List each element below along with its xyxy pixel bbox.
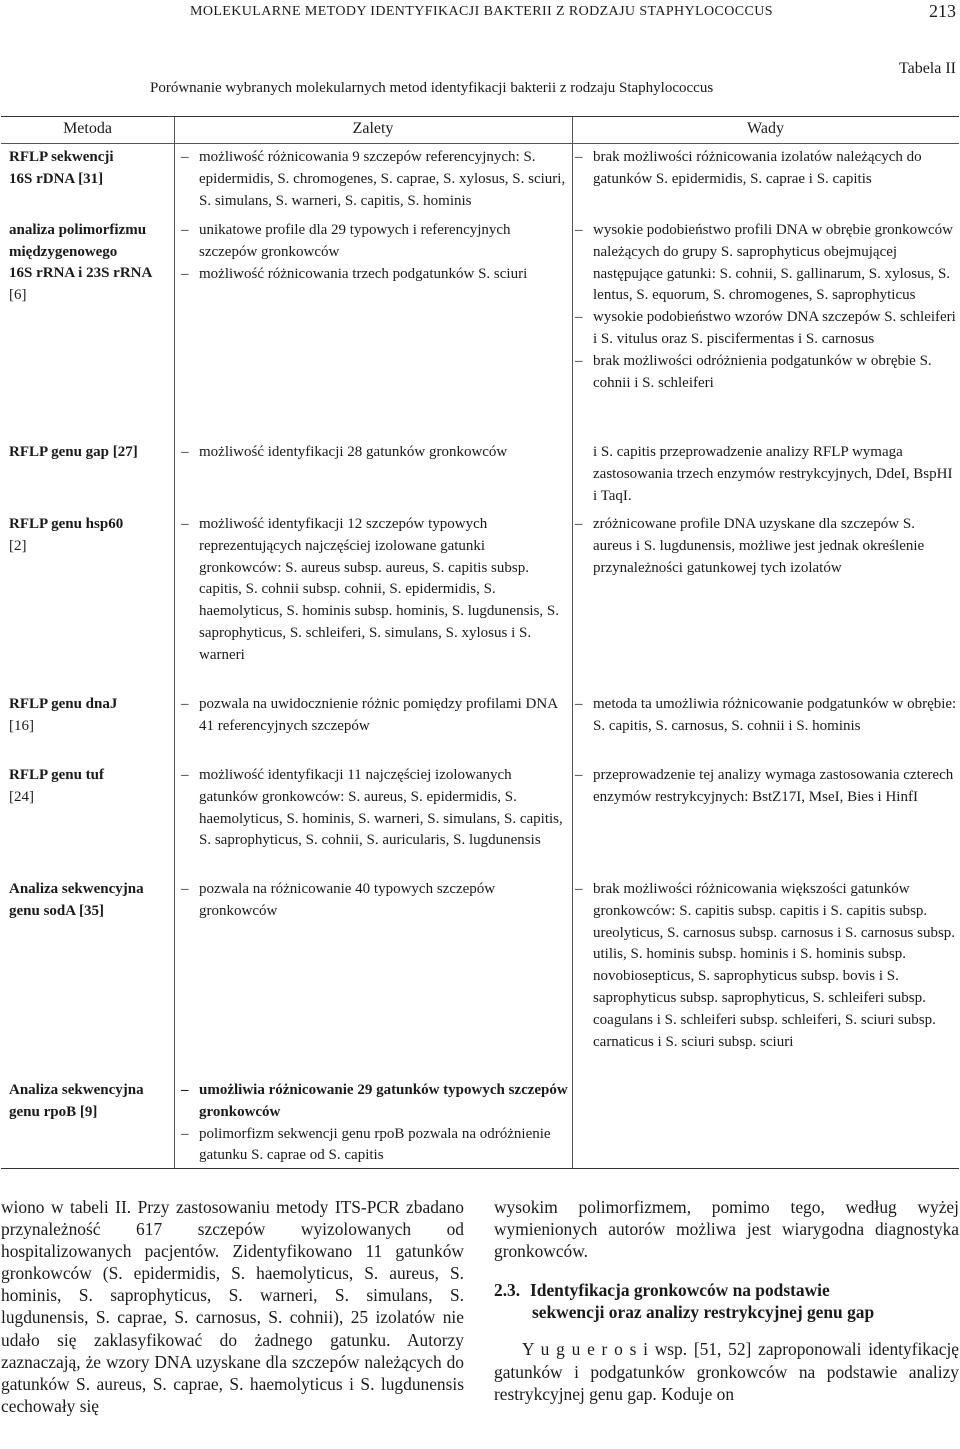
disadvantages-cell xyxy=(575,147,957,191)
list-item: – metoda ta umożliwia różnicowanie podgatunków w obrębie: S. capitis, S. carnosus, S. cohnii i S. hominis xyxy=(575,694,957,738)
advantages-cell xyxy=(181,220,571,285)
disadvantages-cell xyxy=(575,765,957,809)
method-cell: analiza polimorfizmu międzygenowego 16S rRNA i 23S rRNA [6] xyxy=(9,222,153,303)
section-heading xyxy=(494,1279,959,1323)
list-item: – możliwość różnicowania trzech podgatunków S. sciuri xyxy=(181,264,571,286)
method-cell: RFLP genu dnaJ [16] xyxy=(9,696,118,734)
method-cell: Analiza sekwencyjna genu rpoB [9] xyxy=(9,1082,144,1120)
list-item: – brak możliwości różnicowania większości gatunków gronkowców: S. capitis subsp. capitis i S. capitis subsp. ureolyticus, S. carnosus subsp. carnosus i S. carnosus subsp. utilis, S. hominis subsp. hominis i S. hominis subsp. novobiosepticus, S. saprophyticus subsp. bovis i S. saprophyticus subsp. saprophyticus, S. schleiferi subsp. coagulans i S. schleiferi subsp. schleiferi, S. sciuri subsp. carnaticus i S. sciuri subsp. sciuri xyxy=(575,879,957,1053)
list-item: – zróżnicowane profile DNA uzyskane dla szczepów S. aureus i S. lugdunensis, możliwe jest jednak określenie przynależności gatunkowej tych izolatów xyxy=(575,514,957,579)
disadvantages-cell xyxy=(575,879,957,1053)
list-item: – umożliwia różnicowanie 29 gatunków typowych szczepów gronkowców xyxy=(181,1080,571,1124)
method-cell: Analiza sekwencyjna genu sodA [35] xyxy=(9,881,144,919)
body-paragraph: wiono w tabeli II. Przy zastosowaniu metody ITS-PCR zbadano przynależność 617 szczepów wyizolowanych od hospitalizowanych pacjentów. Zidentyfikowano 11 gatunków gronkowców (S. epidermidis, S. haemolyticus, S. aureus, S. hominis, S. saprophyticus, S. warneri, S. simulans, S. lugdunensis, S. caprae, S. carnosus, S. cohnii), 25 izolatów nie udało się zaklasyfikować do żadnego gatunku. Autorzy zaznaczają, że wzory DNA uzyskane dla szczepów należących do gatunków S. aureus, S. caprae, S. haemolyticus i S. lugdunensis cechowały się xyxy=(1,1197,464,1416)
list-item: i S. capitis przeprowadzenie analizy RFLP wymaga zastosowania trzech enzymów restrykcyjnych, DdeI, BspHI i TaqI. xyxy=(593,444,953,504)
method-cell: RFLP genu tuf [24] xyxy=(9,767,105,805)
header-disadvantages: Wady xyxy=(747,120,784,137)
list-item: – możliwość identyfikacji 12 szczepów typowych reprezentujących najczęściej izolowane gatunki gronkowców: S. aureus subsp. aureus, S. capitis subsp. capitis, S. cohnii subsp. cohnii, S. epidermidis, S. haemolyticus, S. hominis subsp. hominis, S. lugdunensis, S. saprophyticus, S. schleiferi, S. simulans, S. xylosus i S. warneri xyxy=(181,514,571,667)
method-cell: RFLP genu hsp60 [2] xyxy=(9,516,124,554)
list-item: – wysokie podobieństwo wzorów DNA szczepów S. schleiferi i S. vitulus oraz S. piscifermentas i S. carnosus xyxy=(575,307,957,351)
list-item: – możliwość identyfikacji 28 gatunków gronkowców xyxy=(181,442,571,464)
body-column-right xyxy=(494,1196,959,1405)
list-item: – brak możliwości odróżnienia podgatunków w obrębie S. cohnii i S. schleiferi xyxy=(575,351,957,395)
header-method: Metoda xyxy=(63,120,112,137)
list-item: – pozwala na uwidocznienie różnic pomiędzy profilami DNA 41 referencyjnych szczepów xyxy=(181,694,571,738)
advantages-cell xyxy=(181,1080,571,1167)
comparison-table xyxy=(1,116,959,1169)
method-cell: RFLP sekwencji 16S rDNA [31] xyxy=(9,149,114,187)
advantages-cell xyxy=(181,694,571,738)
table-caption: Porównanie wybranych molekularnych metod identyfikacji bakterii z rodzaju Staphylococcus xyxy=(150,80,714,96)
section-title-line1: Identyfikacja gronkowców na podstawie xyxy=(530,1280,830,1301)
body-column-left xyxy=(1,1196,464,1417)
section-number: 2.3. xyxy=(494,1280,521,1301)
disadvantages-cell xyxy=(575,220,957,394)
method-cell: RFLP genu gap [27] xyxy=(9,444,138,460)
list-item: – unikatowe profile dla 29 typowych i referencyjnych szczepów gronkowców xyxy=(181,220,571,264)
advantages-cell xyxy=(181,879,571,923)
advantages-cell xyxy=(181,147,571,212)
header-advantages: Zalety xyxy=(352,120,394,137)
page-header xyxy=(0,0,960,30)
list-item: – polimorfizm sekwencji genu rpoB pozwala na odróżnienie gatunku S. caprae od S. capitis xyxy=(181,1124,571,1168)
list-item: – brak możliwości różnicowania izolatów należących do gatunków S. epidermidis, S. caprae i S. capitis xyxy=(575,147,957,191)
list-item: – przeprowadzenie tej analizy wymaga zastosowania czterech enzymów restrykcyjnych: BstZ17I, MseI, Bies i HinfI xyxy=(575,765,957,809)
disadvantages-cell xyxy=(575,694,957,738)
list-item: – pozwala na różnicowanie 40 typowych szczepów gronkowców xyxy=(181,879,571,923)
list-item: – możliwość różnicowania 9 szczepów referencyjnych: S. epidermidis, S. chromogenes, S. caprae, S. xylosus, S. sciuri, S. simulans, S. warneri, S. capitis, S. hominis xyxy=(181,147,571,212)
running-title: MOLEKULARNE METODY IDENTYFIKACJI BAKTERII Z RODZAJU STAPHYLOCOCCUS xyxy=(190,4,773,19)
page-number: 213 xyxy=(929,1,956,21)
advantages-cell xyxy=(181,442,571,464)
disadvantages-cell xyxy=(575,514,957,579)
advantages-cell xyxy=(181,765,571,852)
list-item: – możliwość identyfikacji 11 najczęściej izolowanych gatunków gronkowców: S. aureus, S. epidermidis, S. haemolyticus, S. hominis, S. warneri, S. simulans, S. capitis, S. saprophyticus, S. cohnii, S. auricularis, S. lugdunensis xyxy=(181,765,571,852)
disadvantages-cell xyxy=(575,442,957,507)
section-title-line2: sekwencji oraz analizy restrykcyjnej genu gap xyxy=(532,1302,875,1323)
table-label: Tabela II xyxy=(898,60,956,77)
advantages-cell xyxy=(181,514,571,667)
body-paragraph: Y u g u e r o s i wsp. [51, 52] zaproponowali identyfikację gatunków i podgatunków gronkowców na podstawie analizy restrykcyjnej genu gap. Koduje on xyxy=(494,1339,959,1404)
body-paragraph: wysokim polimorfizmem, pomimo tego, według wyżej wymienionych autorów możliwa jest wiarygodna diagnostyka gronkowców. xyxy=(494,1197,959,1262)
list-item: – wysokie podobieństwo profili DNA w obrębie gronkowców należących do grupy S. saprophyticus obejmującej następujące gatunki: S. cohnii, S. gallinarum, S. xylosus, S. lentus, S. equorum, S. chromogenes, S. saprophyticus xyxy=(575,220,957,307)
